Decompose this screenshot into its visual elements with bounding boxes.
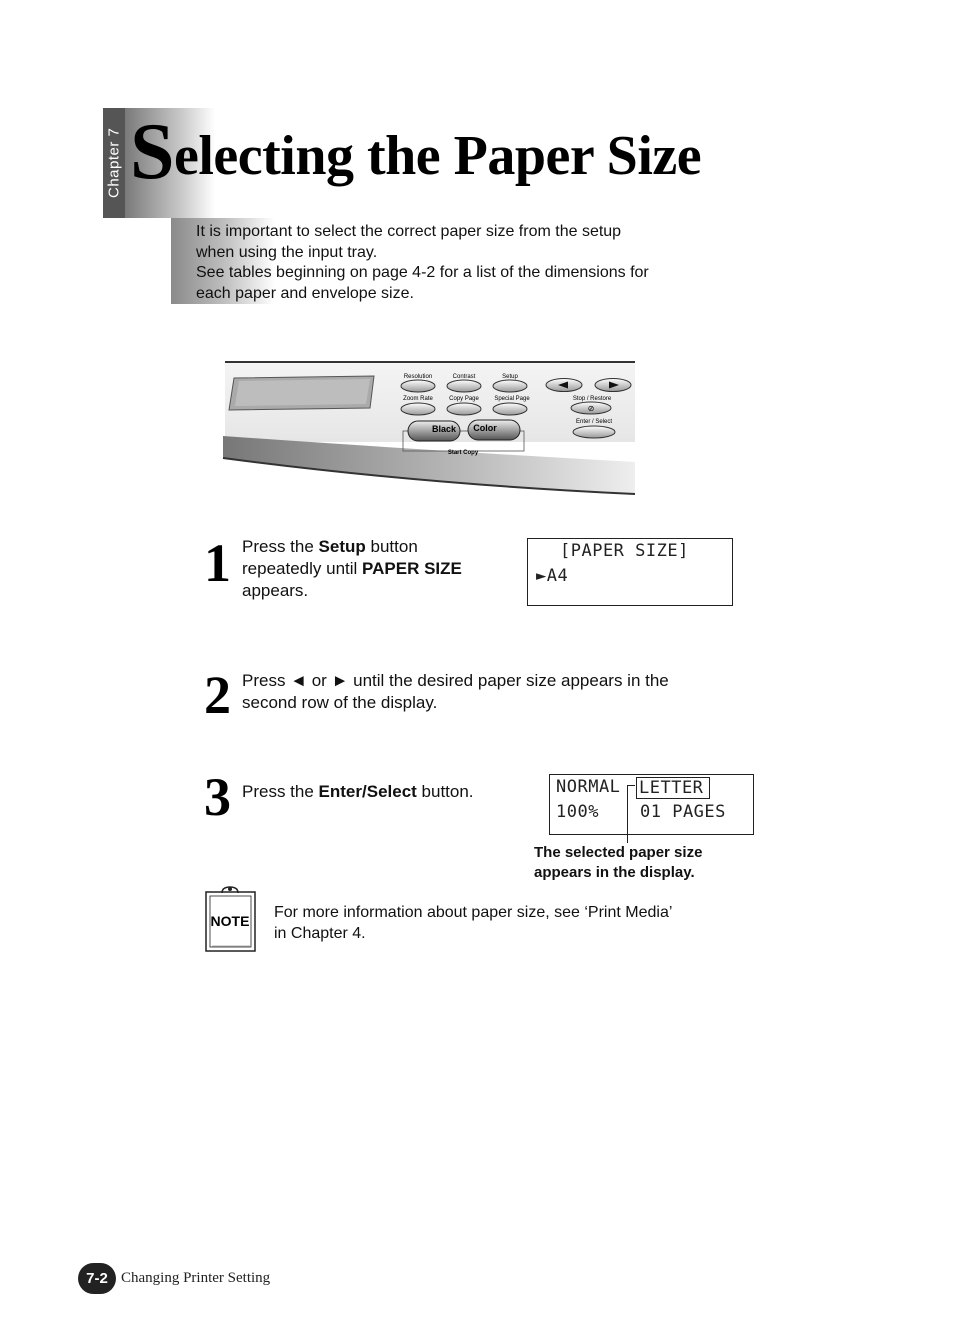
step-2-line: Press ◄ or ► until the desired paper size appears in the (242, 671, 669, 690)
step-1-text (242, 536, 502, 602)
panel-stop-restore-label: Stop / Restore (572, 396, 612, 402)
intro-line: It is important to select the correct paper size from the setup (196, 223, 622, 240)
note-line: For more information about paper size, see ‘Print Media’ (274, 904, 673, 921)
intro-paragraph (196, 222, 696, 304)
step-3-part: Press the (242, 782, 319, 801)
lcd-display-status (549, 774, 754, 835)
lcd-letter-highlight: LETTER (636, 777, 710, 799)
lcd-row-2: ►A4 (536, 566, 569, 586)
step-1-part: appears. (242, 581, 309, 600)
note-icon (204, 884, 258, 954)
panel-start-copy-label: Start Copy (447, 450, 479, 456)
caption-line: appears in the display. (534, 864, 695, 881)
step-1-number: 1 (204, 533, 231, 593)
note-text (274, 903, 734, 944)
lcd-row-1: [PAPER SIZE] (560, 541, 689, 561)
step-1-part: repeatedly until (242, 559, 363, 578)
page-title (130, 108, 702, 196)
note-line: in Chapter 4. (274, 924, 366, 942)
lcd-zoom-text: 100% (556, 802, 599, 822)
callout-tick (627, 785, 635, 786)
caption-line: The selected paper size (534, 844, 703, 861)
step-1-bold: PAPER SIZE (362, 559, 462, 578)
note-icon-label: NOTE (210, 913, 250, 929)
step-3-part: button. (416, 782, 474, 801)
display-caption (534, 843, 754, 883)
lcd-normal-text: NORMAL (556, 777, 621, 797)
panel-label-special-page: Special Page (494, 396, 530, 402)
page-number-badge: 7-2 (78, 1263, 116, 1294)
step-3-text (242, 781, 522, 803)
step-1-part: Press the (242, 537, 319, 556)
step-2-line: second row of the display. (242, 693, 438, 712)
intro-line: when using the input tray. (196, 243, 378, 261)
intro-line: each paper and envelope size. (196, 284, 414, 302)
lcd-display-paper-size (527, 538, 733, 606)
panel-label-setup: Setup (502, 374, 518, 380)
step-2-number: 2 (204, 665, 231, 725)
panel-label-zoom-rate: Zoom Rate (403, 396, 433, 402)
panel-color-label: Color (473, 423, 497, 433)
title-initial: S (130, 108, 174, 196)
intro-line: See tables beginning on page 4-2 for a list of the dimensions for (196, 264, 649, 281)
step-2-text (242, 670, 742, 714)
control-panel-illustration (220, 358, 640, 498)
callout-line (627, 785, 628, 843)
panel-enter-select-label: Enter / Select (575, 419, 613, 425)
panel-label-contrast: Contrast (452, 374, 476, 380)
title-rest: electing the Paper Size (174, 125, 702, 187)
step-3-bold: Enter/Select (318, 782, 417, 801)
chapter-label: Chapter 7 (105, 127, 123, 199)
footer-section-title: Changing Printer Setting (121, 1270, 271, 1286)
panel-label-resolution: Resolution (403, 374, 433, 380)
panel-label-copy-page: Copy Page (449, 396, 479, 402)
step-1-part: button (365, 537, 418, 556)
stop-icon: ⊘ (587, 404, 595, 413)
lcd-pages-text: 01 PAGES (640, 802, 726, 822)
step-3-number: 3 (204, 767, 231, 827)
step-1-bold: Setup (318, 537, 366, 556)
panel-black-label: Black (431, 424, 457, 434)
